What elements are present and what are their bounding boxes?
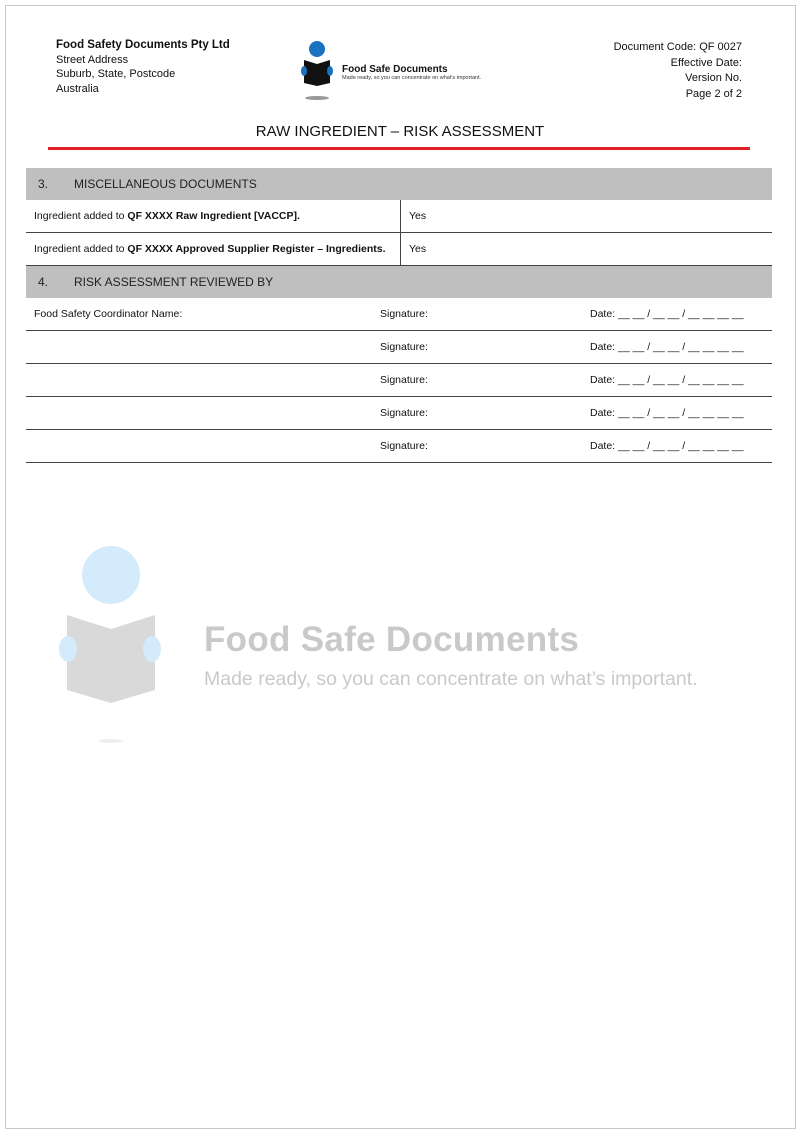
signature-row xyxy=(26,364,772,397)
table-row xyxy=(26,200,772,233)
reviewer-name[interactable]: Food Safety Coordinator Name: xyxy=(34,308,183,320)
watermark-figure xyxy=(58,545,164,750)
signature-label: Signature: xyxy=(380,407,428,419)
signature-row xyxy=(26,430,772,463)
signature-row xyxy=(26,298,772,331)
section-header xyxy=(26,266,772,298)
date-field[interactable]: Date: __ __ / __ __ / __ __ __ __ xyxy=(590,374,744,386)
signature-label: Signature: xyxy=(380,341,428,353)
signature-row xyxy=(26,397,772,430)
effective-date: Effective Date: xyxy=(670,56,742,69)
section-title: MISCELLANEOUS DOCUMENTS xyxy=(74,177,257,191)
company-name: Food Safety Documents Pty Ltd xyxy=(56,39,230,51)
signature-label: Signature: xyxy=(380,374,428,386)
title-divider xyxy=(48,147,750,150)
section-number: 3. xyxy=(38,177,49,191)
company-address xyxy=(56,38,230,96)
logo-name: Food Safe Documents xyxy=(342,64,448,75)
reader-logo-icon xyxy=(298,40,338,102)
document-meta xyxy=(614,40,742,102)
row-document: QF XXXX Approved Supplier Register – Ingredients. xyxy=(127,243,386,255)
row-value[interactable]: Yes xyxy=(409,243,427,255)
row-label: Ingredient added to xyxy=(34,243,125,255)
street: Street Address xyxy=(56,53,129,66)
row-document: QF XXXX Raw Ingredient [VACCP]. xyxy=(127,210,300,222)
signature-label: Signature: xyxy=(380,440,428,452)
header-logo xyxy=(298,40,482,107)
row-label: Ingredient added to xyxy=(34,210,125,222)
suburb: Suburb, State, Postcode xyxy=(56,68,176,80)
date-field[interactable]: Date: __ __ / __ __ / __ __ __ __ xyxy=(590,440,744,452)
section-title: RISK ASSESSMENT REVIEWED BY xyxy=(74,275,274,289)
signature-row xyxy=(26,331,772,364)
row-value[interactable]: Yes xyxy=(409,210,427,222)
version-no: Version No. xyxy=(685,72,742,84)
reader-watermark-icon xyxy=(58,545,164,745)
page-number: Page 2 of 2 xyxy=(685,87,742,100)
date-field[interactable]: Date: __ __ / __ __ / __ __ __ __ xyxy=(590,407,744,419)
section-number: 4. xyxy=(38,275,49,289)
date-field[interactable]: Date: __ __ / __ __ / __ __ __ __ xyxy=(590,308,744,320)
date-field[interactable]: Date: __ __ / __ __ / __ __ __ __ xyxy=(590,341,744,353)
logo-tagline: Made ready, so you can concentrate on what's important. xyxy=(342,75,482,81)
watermark-title: Food Safe Documents xyxy=(204,620,580,659)
section-header xyxy=(26,168,772,200)
form-table xyxy=(26,168,772,463)
document-code: Document Code: QF 0027 xyxy=(613,41,742,53)
country: Australia xyxy=(56,82,99,95)
page-title: RAW INGREDIENT – RISK ASSESSMENT xyxy=(255,123,545,140)
signature-label: Signature: xyxy=(380,308,428,320)
table-row xyxy=(26,233,772,266)
watermark-tagline: Made ready, so you can concentrate on what’s important. xyxy=(204,668,698,690)
